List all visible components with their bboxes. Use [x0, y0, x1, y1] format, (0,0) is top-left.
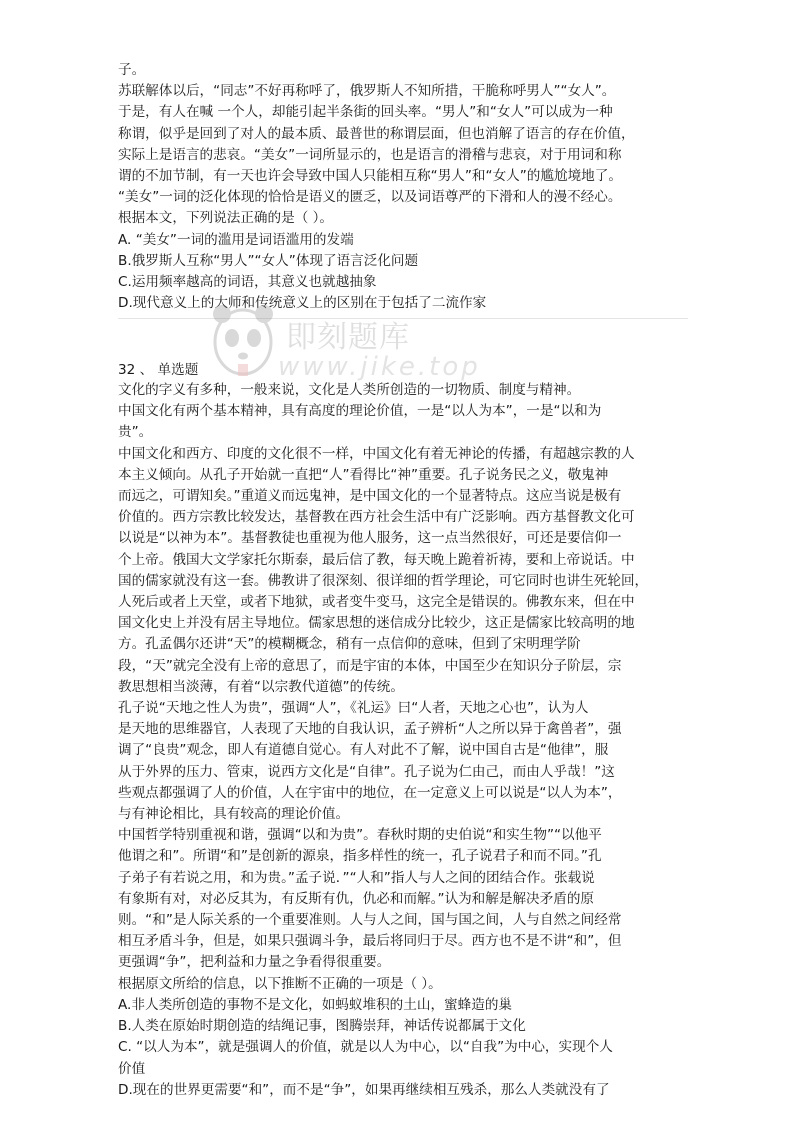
passage-continuation	[118, 60, 635, 314]
text-line: 以说是“以神为本”。基督教徒也重视为他人服务，这一点当然很好，可还是要信仰一	[118, 530, 622, 547]
text-line: 有象斯有对，对必反其为，有反斯有仇，仇必和而解。”认为和解是解决矛盾的原	[118, 890, 595, 907]
text-line: 文化的字义有多种，一般来说，文化是人类所创造的一切物质、制度与精神。	[118, 382, 581, 398]
text-line: 而远之，可谓知矣。”重道义而远鬼神，是中国文化的一个显著特点。这应当说是极有	[118, 488, 622, 505]
text-line: 苏联解体以后，“同志”不好再称呼了，俄罗斯人不知所措，干脆称呼男人”“女人”。	[118, 83, 616, 100]
text-line: “美女”一词的泛化体现的恰恰是语义的匮乏，以及词语尊严的下滑和人的漫不经心。	[118, 189, 622, 206]
section-divider	[118, 318, 688, 319]
text-line: 价值的。西方宗教比较发达，基督教在西方社会生活中有广泛影响。西方基督教文化可	[118, 509, 635, 526]
text-line: 于是，有人在喊 一个人，却能引起半条街的回头率。“男人”和“女人”可以成为一种	[118, 104, 613, 121]
text-line: 个上帝。俄国大文学家托尔斯泰，最后信了教，每天晚上跪着祈祷，要和上帝说话。中	[118, 551, 635, 568]
option-c: C. “以人为本”，就是强调人的价值，就是以人为中心，以“自我”为中心，实现个人	[118, 1039, 613, 1056]
text-line: 中国文化和西方、印度的文化很不一样，中国文化有着无神论的传播，有超越宗教的人	[118, 445, 635, 462]
option-c: C.运用频率越高的词语，其意义也就越抽象	[118, 274, 377, 291]
option-b: B.俄罗斯人互称“男人”“女人”体现了语言泛化问题	[118, 252, 419, 269]
text-line: 教思想相当淡薄，有着“以宗教代道德”的传统。	[118, 678, 404, 695]
option-b: B.人类在原始时期创造的结绳记事，图腾崇拜，神话传说都属于文化	[118, 1018, 526, 1035]
watermark-url: www.jike.top	[278, 352, 481, 382]
text-line: 方。孔孟偶尔还讲“天”的模糊概念，稍有一点信仰的意味，但到了宋明理学阶	[118, 636, 581, 653]
text-line: 相互矛盾斗争，但是，如果只强调斗争，最后将同归于尽。西方也不是不讲“和”，但	[118, 933, 622, 950]
question-prompt: 根据原文所给的信息，以下推断不正确的一项是（ ）。	[118, 975, 442, 992]
text-line: 些观点都强调了人的价值，人在宇宙中的地位，在一定意义上可以说是“以人为本”，	[118, 784, 622, 801]
option-d: D.现代意义上的大师和传统意义上的区别在于包括了二流作家	[118, 295, 487, 312]
text-line: 是天地的思维器官，人表现了天地的自我认识，孟子辨析“人之所以异于禽兽者”，强	[118, 721, 622, 738]
text-line: 中国文化有两个基本精神，具有高度的理论价值，一是“以人为本”，一是“以和为	[118, 403, 602, 420]
watermark-text: 即刻题库	[286, 320, 410, 355]
text-line: 中国哲学特别重视和谐，强调“以和为贵”。春秋时期的史伯说“和实生物”“以他平	[118, 827, 602, 844]
text-line: 称谓，似乎是回到了对人的最本质、最普世的称谓层面，但也消解了语言的存在价值，	[118, 125, 635, 142]
text-line: 人死后或者上天堂，或者下地狱，或者变牛变马，这完全是错误的。佛教东来，但在中	[118, 594, 635, 611]
text-line: 国的儒家就没有这一套。佛教讲了很深刻、很详细的哲学理论，可它同时也讲生死轮回，	[118, 572, 649, 589]
text-line: 段，“天”就完全没有上帝的意思了，而是宇宙的本体，中国至少在知识分子阶层，宗	[118, 657, 622, 674]
text-line: 调了“良贵”观念，即人有道德自觉心。有人对此不了解，说中国自古是“他律”，服	[118, 742, 609, 759]
text-line: 实际上是语言的悲哀。“美女”一词所显示的，也是语言的滑稽与悲哀，对于用词和称	[118, 146, 622, 163]
option-a: A. “美女”一词的滥用是词语滥用的发端	[118, 231, 354, 248]
text-line: 孔子说“天地之性人为贵”，强调“人”，《礼运》曰“人者，天地之心也”，认为人	[118, 700, 589, 717]
text-line: 则。“和”是人际关系的一个重要准则。人与人之间，国与国之间，人与自然之间经常	[118, 912, 622, 929]
question-prompt: 根据本文，下列说法正确的是（ ）。	[118, 210, 334, 227]
text-line: 子。	[118, 62, 146, 78]
text-line: 更强调“争”，把利益和力量之争看得很重要。	[118, 954, 391, 971]
question-body	[118, 380, 648, 1101]
text-line: 贵”。	[118, 424, 153, 441]
option-d: D.现在的世界更需要“和”，而不是“争”，如果再继续相互残杀，那么人类就没有了	[118, 1081, 610, 1098]
option-c-continued: 价值	[118, 1060, 146, 1077]
text-line: 从于外界的压力、管束，说西方文化是“自律”。孔子说为仁由己，而由人乎哉！”这	[118, 763, 615, 780]
text-line: 子弟子有若说之用，和为贵。”孟子说．”“人和”指人与人之间的团结合作。张载说	[118, 869, 595, 886]
question-header: 32 、 单选题	[118, 362, 199, 378]
text-line: 国文化史上并没有居主导地位。儒家思想的迷信成分比较少，这正是儒家比较高明的地	[118, 615, 635, 632]
text-line: 他谓之和”。所谓“和”是创新的源泉，指多样性的统一，孔子说君子和而不同。”孔	[118, 848, 602, 865]
text-line: 与有神论相比，具有较高的理论价值。	[118, 806, 350, 823]
text-line: 本主义倾向。从孔子开始就一直把“人”看得比“神”重要。孔子说务民之义，敬鬼神	[118, 466, 609, 483]
text-line: 谓的不加节制，有一天也许会导致中国人只能相互称“男人”和“女人”的尴尬境地了。	[118, 168, 622, 185]
option-a: A.非人类所创造的事物不是文化，如蚂蚁堆积的土山，蜜蜂造的巢	[118, 996, 513, 1013]
